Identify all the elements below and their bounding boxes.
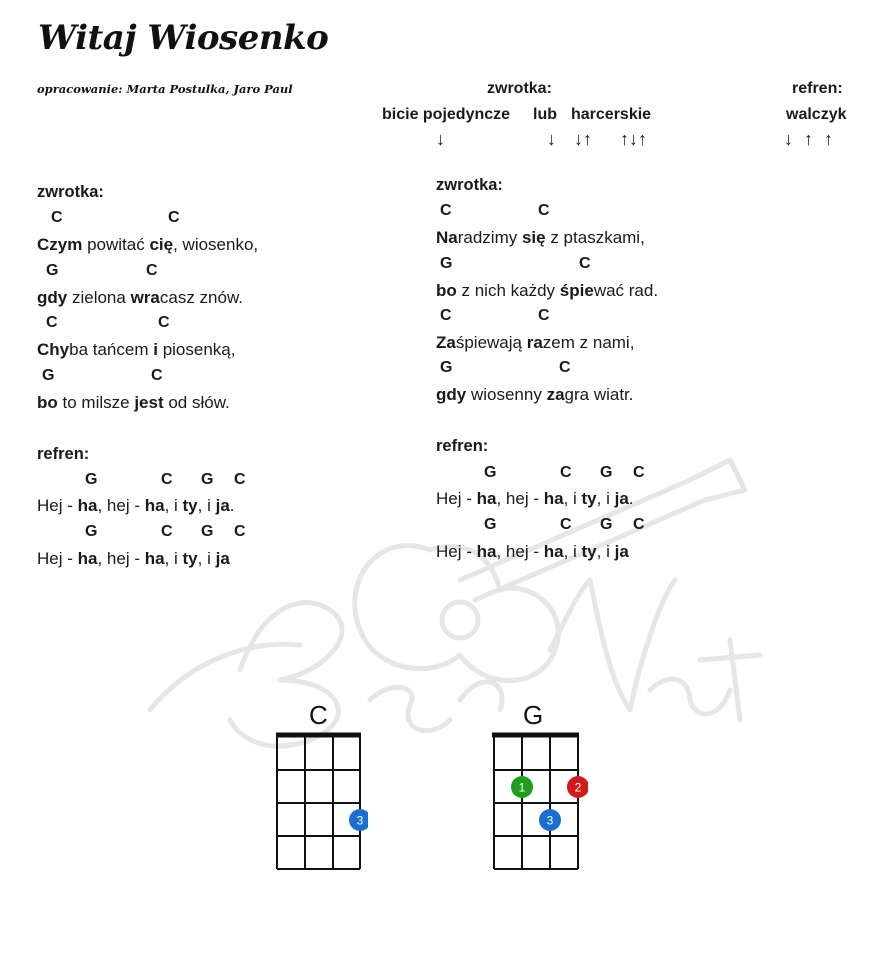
finger-dot xyxy=(511,776,533,798)
arrangement-credits: opracowanie: Marta Postulka, Jaro Paul xyxy=(37,82,293,96)
lyric-line: Hej - ha, hej - ha, i ty, i ja xyxy=(436,542,629,561)
svg-text:2: 2 xyxy=(574,780,582,795)
chord-symbol: C xyxy=(538,307,550,324)
chord-symbol: G xyxy=(484,464,497,481)
chord-symbol: G xyxy=(484,516,497,533)
chord-symbol: G xyxy=(201,471,214,488)
lyric-line: Chyba tańcem i piosenką, xyxy=(37,340,236,359)
strum-scout-pattern-3: ↑↓↑ xyxy=(620,129,647,149)
strum-scout-pattern-1: ↓ xyxy=(547,129,556,149)
chord-symbol: G xyxy=(85,523,98,540)
chord-symbol: G xyxy=(600,516,613,533)
lyric-line: Hej - ha, hej - ha, i ty, i ja. xyxy=(436,489,634,508)
lyric-line: Naradzimy się z ptaszkami, xyxy=(436,228,645,247)
right-verse-label: zwrotka: xyxy=(436,176,503,194)
lyric-line: gdy wiosenny zagra wiatr. xyxy=(436,385,634,404)
chord-symbol: C xyxy=(560,464,572,481)
lyric-line: Czym powitać cię, wiosenko, xyxy=(37,235,259,254)
lyric-line: Hej - ha, hej - ha, i ty, i ja xyxy=(37,549,230,568)
right-chorus-label: refren: xyxy=(436,437,489,455)
chord-chart-title-g: G xyxy=(523,700,544,730)
chord-symbol: G xyxy=(440,255,453,272)
lyric-line: Hej - ha, hej - ha, i ty, i ja. xyxy=(37,496,235,515)
strum-chorus-label: refren: xyxy=(792,80,843,97)
chord-symbol: C xyxy=(538,202,550,219)
left-chorus-label: refren: xyxy=(37,445,90,463)
chord-symbol: C xyxy=(633,464,645,481)
lyric-line: Zaśpiewają razem z nami, xyxy=(436,333,635,352)
chord-symbol: C xyxy=(579,255,591,272)
strum-scout-pattern-2: ↓↑ xyxy=(574,129,592,149)
chord-symbol: C xyxy=(146,262,158,279)
chord-symbol: C xyxy=(151,367,163,384)
strum-or-label: lub xyxy=(533,106,557,123)
chord-symbol: G xyxy=(440,359,453,376)
svg-text:3: 3 xyxy=(356,813,364,828)
chord-symbol: C xyxy=(46,314,58,331)
lyric-line: bo z nich każdy śpiewać rad. xyxy=(436,281,659,300)
lyric-line: bo to milsze jest od słów. xyxy=(37,393,230,412)
finger-dot xyxy=(349,809,368,831)
chord-symbol: C xyxy=(161,523,173,540)
strum-waltz-pattern: ↓ ↑ ↑ xyxy=(784,129,834,149)
chord-symbol: C xyxy=(234,471,246,488)
song-title: Witaj Wiosenko xyxy=(38,18,329,58)
chord-symbol: G xyxy=(46,262,59,279)
chord-symbol: C xyxy=(51,209,63,226)
svg-text:3: 3 xyxy=(546,813,554,828)
lyric-line: gdy zielona wracasz znów. xyxy=(37,288,244,307)
chord-symbol: G xyxy=(201,523,214,540)
chord-chart-c xyxy=(272,730,368,876)
chord-chart-title-c: C xyxy=(309,700,328,730)
chord-symbol: C xyxy=(161,471,173,488)
chord-symbol: C xyxy=(440,307,452,324)
chord-symbol: C xyxy=(168,209,180,226)
chord-symbol: C xyxy=(559,359,571,376)
strum-single-pattern: ↓ xyxy=(436,129,445,149)
strum-scout-label: harcerskie xyxy=(571,106,652,123)
chord-symbol: C xyxy=(234,523,246,540)
finger-dot xyxy=(539,809,561,831)
strum-waltz-label: walczyk xyxy=(786,106,847,123)
chord-symbol: C xyxy=(633,516,645,533)
left-verse-label: zwrotka: xyxy=(37,183,104,201)
chord-symbol: G xyxy=(42,367,55,384)
strum-verse-label: zwrotka: xyxy=(487,80,552,97)
strum-single-label: bicie pojedyncze xyxy=(382,106,511,123)
chord-symbol: G xyxy=(600,464,613,481)
chord-symbol: C xyxy=(440,202,452,219)
chord-symbol: C xyxy=(158,314,170,331)
chord-symbol: C xyxy=(560,516,572,533)
finger-dot xyxy=(567,776,588,798)
chord-chart-g xyxy=(488,730,588,876)
chord-symbol: G xyxy=(85,471,98,488)
svg-text:1: 1 xyxy=(518,780,526,795)
